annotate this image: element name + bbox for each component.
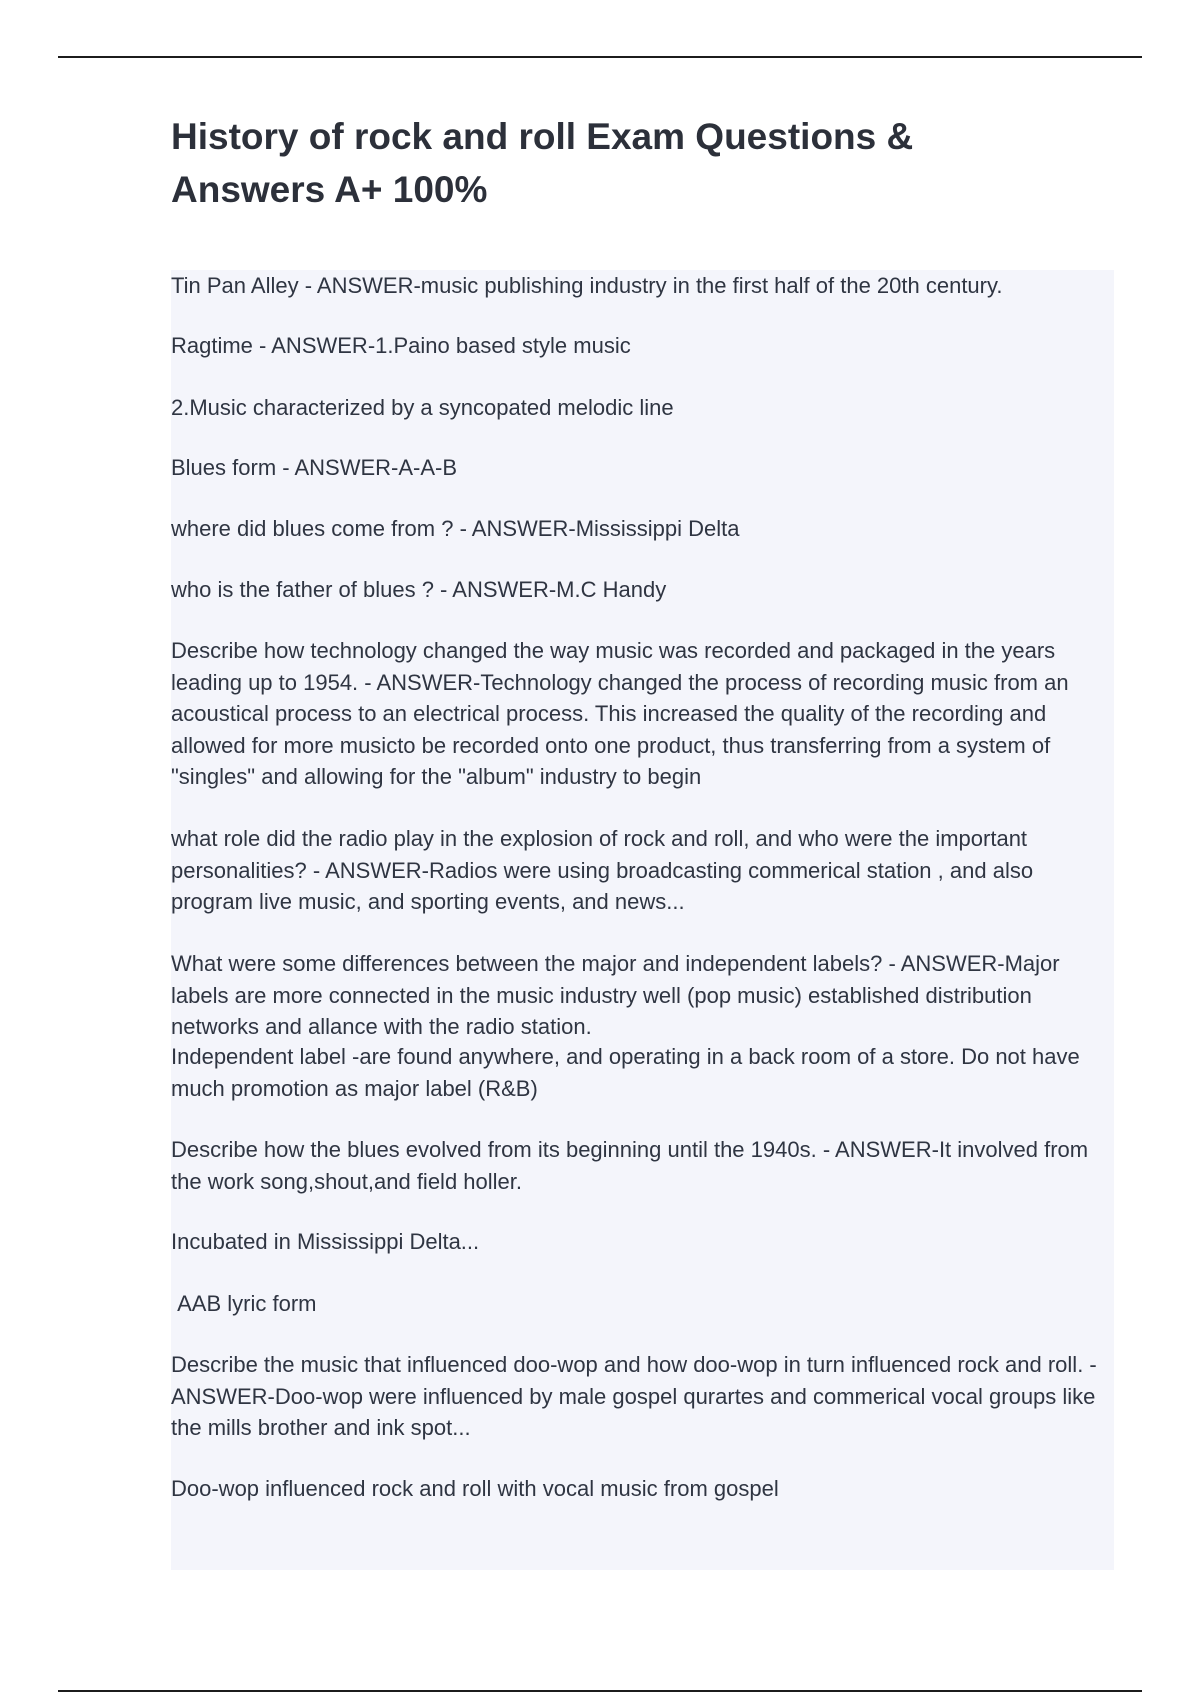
answer-ragtime: Ragtime - ANSWER-1.Paino based style music [171, 333, 631, 358]
answer-tin-pan-alley: Tin Pan Alley - ANSWER-music publishing industry in the first half of the 20th century. [171, 273, 1003, 298]
answer-technology: Describe how technology changed the way music was recorded and packaged in the years leading up to 1954. - ANSWER-Technology changed the process of recording music from an acoustical process to an electrical process. This increased the quality of the recording and allowed for more musicto be recorded onto one product, thus transferring from a system of "singles" and allowing for the "album" industry to begin [171, 638, 1075, 789]
answer-major-independent-labels: What were some differences between the major and independent labels? - ANSWER-Major labels are more connected in the music industry well (pop music) established distribution networks and allance with the radio station. [171, 951, 1066, 1039]
answer-blues-origin: where did blues come from ? - ANSWER-Mississippi Delta [171, 516, 740, 541]
answer-doo-wop-influences: Describe the music that influenced doo-wop and how doo-wop in turn influenced rock and roll. - ANSWER-Doo-wop were influenced by male gospel qurartes and commerical vocal groups like the mills brother and ink spot... [171, 1352, 1102, 1440]
answer-independent-label: Independent label -are found anywhere, and operating in a back room of a store. Do not have much promotion as major label (R&B) [171, 1044, 1086, 1101]
answer-blues-form: Blues form - ANSWER-A-A-B [171, 455, 458, 480]
bottom-rule [58, 1690, 1142, 1692]
answer-blues-evolution: Describe how the blues evolved from its beginning until the 1940s. - ANSWER-It involved from the work song,shout,and field holler. [171, 1137, 1095, 1194]
qa-content [171, 270, 1114, 1570]
top-rule [58, 56, 1142, 58]
answer-aab-lyric-form: AAB lyric form [171, 1291, 317, 1316]
answer-blues-father: who is the father of blues ? - ANSWER-M.C Handy [171, 577, 667, 602]
answer-doo-wop-influence-rock: Doo-wop influenced rock and roll with vocal music from gospel [171, 1476, 779, 1501]
answer-incubated: Incubated in Mississippi Delta... [171, 1229, 480, 1254]
answer-ragtime-continued: 2.Music characterized by a syncopated melodic line [171, 395, 674, 420]
answer-radio: what role did the radio play in the explosion of rock and roll, and who were the important personalities? - ANSWER-Radios were using broadcasting commerical station , and also program live music, and sporting events, and news... [171, 826, 1040, 914]
page-title: History of rock and roll Exam Questions & Answers A+ 100% [171, 116, 914, 210]
